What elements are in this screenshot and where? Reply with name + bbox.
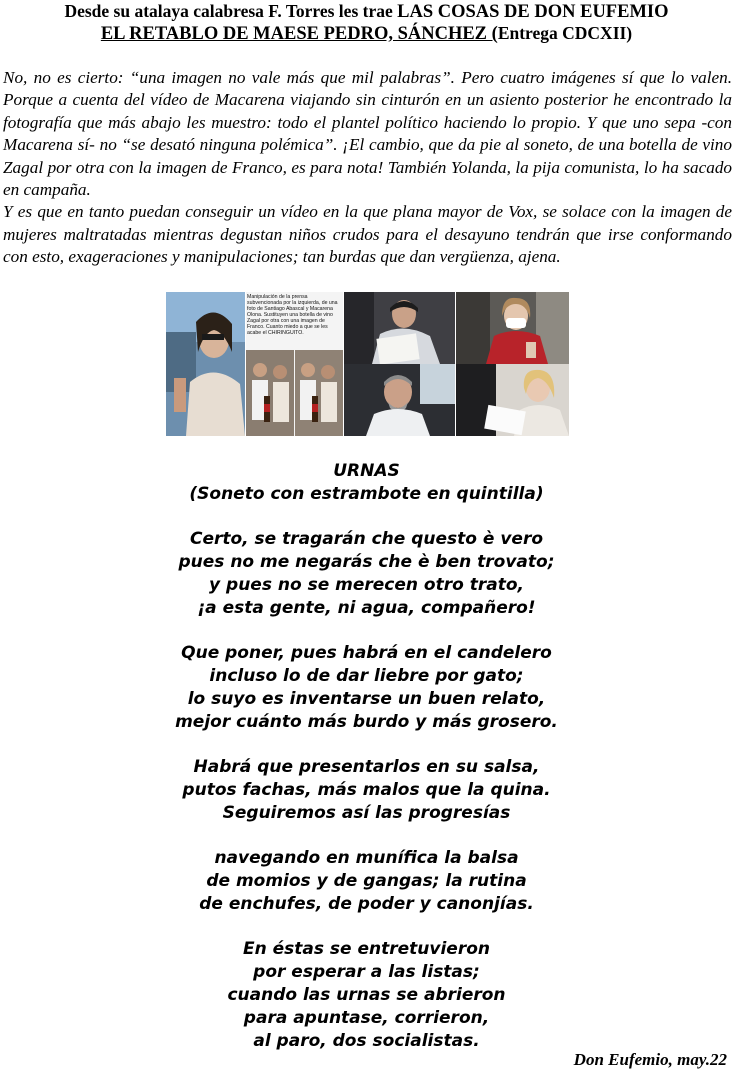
stanza-1: Certo, se tragarán che questo è vero pues no me negarás che è ben trovato; y pues no se merecen otro trato, ¡a esta gente, ni agua, compañero!: [178, 529, 555, 618]
poem: [0, 460, 733, 1075]
signature: Don Eufemio, may.22: [573, 1050, 727, 1069]
poem-subtitle: (Soneto con estrambote en quintilla): [189, 484, 544, 504]
photo-man-in-car: [344, 364, 455, 436]
stanza-estrambote: En éstas se entretuvieron por esperar a las listas; cuando las urnas se abrieron para apuntase, corrieron, al paro, dos socialistas.: [227, 939, 506, 1051]
intro-paragraph-2: Y es que en tanto puedan conseguir un vídeo en la que plana mayor de Vox, se solace con la imagen de mujeres maltratadas mientras degustan niños crudos para el desayuno tendrán que irse conformando con esto, exageraciones y manipulaciones; tan burdas que dan vergüenza, ajena.: [3, 202, 732, 267]
stanza-2: Que poner, pues habrá en el candelero incluso lo de dar liebre por gato; lo suyo es inventarse un buen relato, mejor cuánto más burdo y más grosero.: [175, 643, 558, 732]
article-title: EL RETABLO DE MAESE PEDRO, SÁNCHEZ (: [100, 24, 498, 44]
header-prefix: Desde su atalaya calabresa F. Torres les trae: [64, 1, 398, 21]
intro-text: [3, 67, 732, 269]
collage-caption: Manipulación de la prensa subvencionada por la izquierda, de una foto de Santiago Abascal y Macarena Olona. Sustituyen una botella de vino Zagal por otra con una imagen de Franco. Cuanto miedo a que se les acabe el CHIRINGUITO.: [247, 294, 338, 336]
photo-collage: [166, 292, 569, 436]
intro-paragraph-1: No, no es cierto: “una imagen no vale más que mil palabras”. Pero cuatro imágenes sí que lo valen. Porque a cuenta del vídeo de Macarena viajando sin cinturón en un asiento posterior he encontrado la fotografía que más abajo les muestro: todo el plantel político haciendo lo propio. Y que uno sepa -con Macarena sí- no “se desató ninguna polémica”. ¡El cambio, que da pie al soneto, de una botella de vino Zagal por otra con la imagen de Franco, es para nota! También Yolanda, la pija comunista, lo ha sacado en campaña.: [3, 68, 733, 200]
photo-manipulation-note: [246, 292, 343, 436]
stanza-4: navegando en munífica la balsa de momios y de gangas; la rutina de enchufes, de poder y canonjías.: [199, 848, 534, 914]
photo-man-reading: [344, 292, 455, 364]
header-line-1: [0, 1, 733, 22]
entry-number: Entrega CDCXII): [497, 23, 633, 43]
stanza-3: Habrá que presentarlos en su salsa, putos fachas, más malos que la quina. Seguiremos así las progresías: [182, 757, 551, 823]
header-line-2: [0, 22, 733, 45]
photo-woman-reading: [456, 364, 569, 436]
poem-heading: [0, 460, 733, 506]
photo-woman-mask: [456, 292, 569, 364]
column-title: LAS COSAS DE DON EUFEMIO: [397, 2, 669, 22]
header: [0, 0, 733, 45]
poem-title: URNAS: [333, 461, 400, 481]
photo-woman-in-car: [166, 292, 245, 436]
